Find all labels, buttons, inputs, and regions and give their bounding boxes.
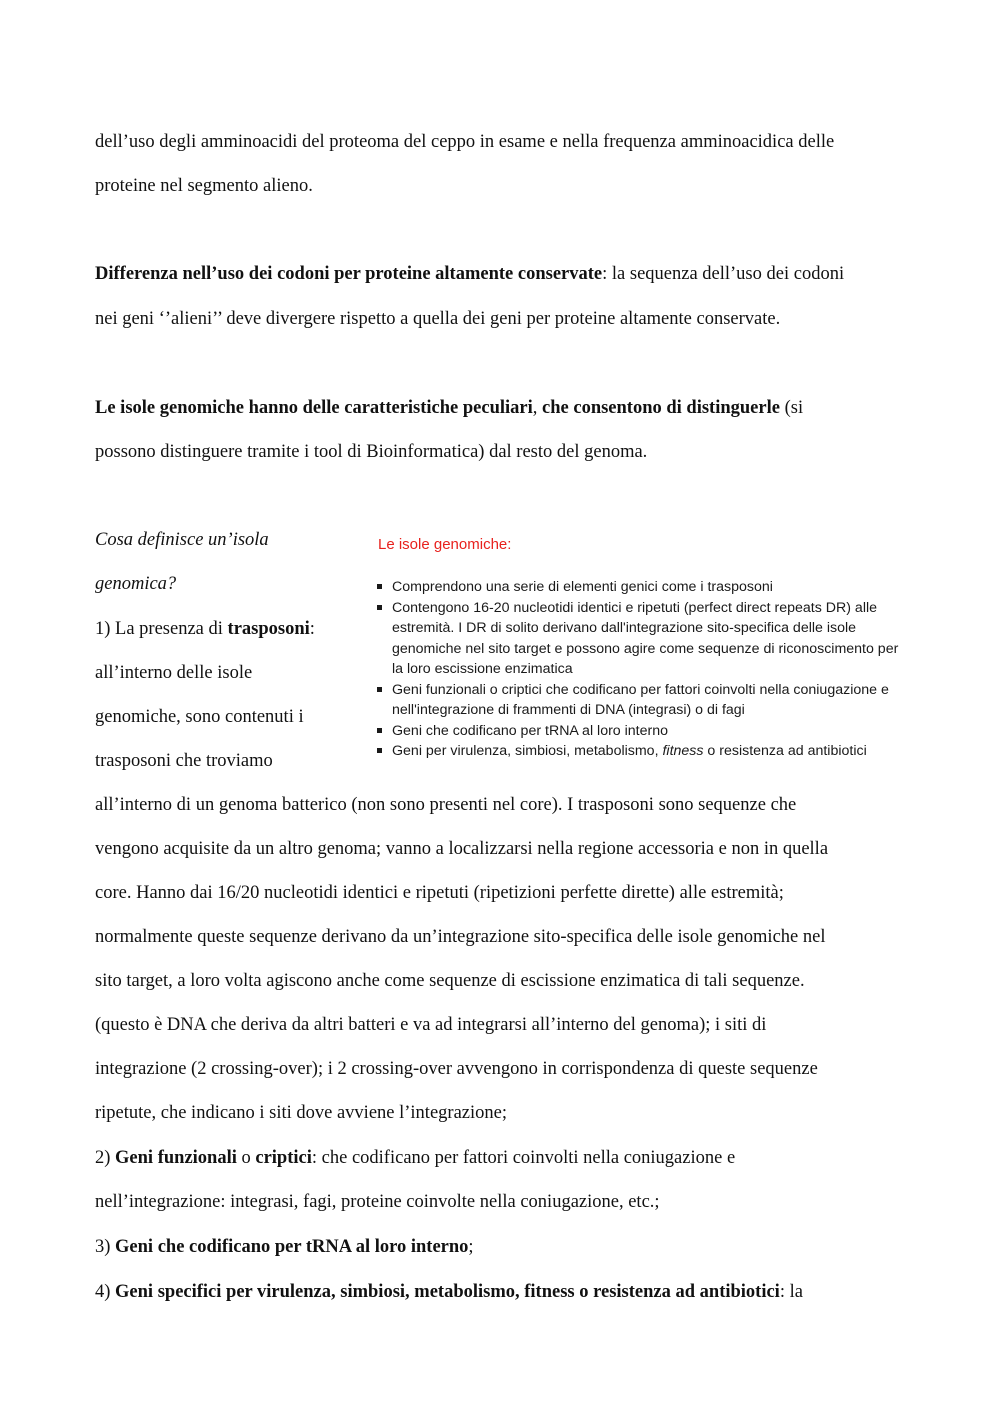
list-item-2 <box>95 1146 735 1170</box>
paragraph-line: nei geni ‘’alieni’’ deve divergere rispetto a quella dei geni per proteine altamente conservate. <box>95 309 781 329</box>
bold-term: Differenza nell’uso dei codoni per proteine altamente conservate <box>95 264 603 284</box>
text-span: ; <box>468 1237 474 1257</box>
text-span: 4) <box>95 1282 116 1302</box>
text-span: (si <box>779 398 804 418</box>
paragraph-line: (questo è DNA che deriva da altri batteri e va ad integrarsi all’interno del genoma); i siti di <box>95 1015 767 1035</box>
paragraph-line: vengono acquisite da un altro genoma; vanno a localizzarsi nella regione accessoria e non in quella <box>95 839 829 859</box>
bold-term: Geni che codificano per tRNA al loro interno <box>115 1237 469 1257</box>
list-item <box>376 577 906 598</box>
text-span: : <box>309 619 315 639</box>
list-item <box>376 741 906 762</box>
paragraph-line: trasposoni che troviamo <box>95 751 273 771</box>
square-bullet-icon <box>377 728 382 733</box>
text-span: o <box>236 1148 256 1168</box>
paragraph-line: ripetute, che indicano i siti dove avviene l’integrazione; <box>95 1103 507 1123</box>
bold-term: criptici <box>255 1148 312 1168</box>
bold-term: Le isole genomiche hanno delle caratteristiche peculiari <box>95 398 533 418</box>
list-item-3 <box>95 1235 474 1259</box>
question-line <box>95 528 269 552</box>
square-bullet-icon <box>377 748 382 753</box>
figure-bullet-list <box>376 577 906 762</box>
paragraph-line: sito target, a loro volta agiscono anche come sequenze di escissione enzimatica di tali sequenze. <box>95 971 805 991</box>
bold-term: trasposoni <box>227 619 310 639</box>
question-text: genomica? <box>95 574 177 594</box>
paragraph-line <box>95 262 844 286</box>
text-span: , <box>532 398 543 418</box>
paragraph-line: integrazione (2 crossing-over); i 2 crossing-over avvengono in corrispondenza di queste sequenze <box>95 1059 818 1079</box>
paragraph-line: possono distinguere tramite i tool di Bioinformatica) dal resto del genoma. <box>95 442 648 462</box>
paragraph-line: proteine nel segmento alieno. <box>95 176 313 196</box>
italic-term: fitness <box>662 743 704 759</box>
square-bullet-icon <box>377 605 382 610</box>
figure-title: Le isole genomiche: <box>378 536 512 553</box>
list-item <box>376 680 906 721</box>
text-span: o resistenza ad antibiotici <box>703 743 867 759</box>
text-span: 3) <box>95 1237 116 1257</box>
figure-line: estremità. I DR di solito derivano dall'integrazione sito-specifica delle isole <box>392 620 857 636</box>
paragraph-line: all’interno delle isole <box>95 663 253 683</box>
figure-line: Contengono 16-20 nucleotidi identici e ripetuti (perfect direct repeats DR) alle <box>392 599 878 616</box>
bold-term: che consentono di distinguerle <box>542 398 780 418</box>
paragraph-line: nell’integrazione: integrasi, fagi, proteine coinvolte nella coniugazione, etc.; <box>95 1192 660 1212</box>
list-item-4 <box>95 1280 803 1304</box>
text-span: : che codificano per fattori coinvolti nella coniugazione e <box>311 1148 736 1168</box>
question-text: Cosa definisce un’isola <box>95 530 269 550</box>
figure-line: Geni che codificano per tRNA al loro interno <box>392 722 669 739</box>
figure-line <box>392 741 906 762</box>
figure-line: Geni funzionali o criptici che codificano per fattori coinvolti nella coniugazione e <box>392 681 889 698</box>
question-line <box>95 572 176 596</box>
list-item <box>376 721 906 742</box>
text-span: Geni per virulenza, simbiosi, metabolismo, <box>392 743 663 759</box>
text-span: 1) La presenza di <box>95 619 228 639</box>
paragraph-line: normalmente queste sequenze derivano da un’integrazione sito-specifica delle isole genomiche nel <box>95 927 826 947</box>
paragraph-line: core. Hanno dai 16/20 nucleotidi identici e ripetuti (ripetizioni perfette dirette) alle estremità; <box>95 883 784 903</box>
paragraph-line: all’interno di un genoma batterico (non sono presenti nel core). I trasposoni sono sequenze che <box>95 795 797 815</box>
square-bullet-icon <box>377 687 382 692</box>
figure-line: genomiche nel sito target e possono agire come sequenze di riconoscimento per <box>392 640 899 657</box>
bold-term: Geni funzionali <box>115 1148 237 1168</box>
list-item-1 <box>95 617 315 641</box>
text-span: 2) <box>95 1148 116 1168</box>
paragraph-line: genomiche, sono contenuti i <box>95 707 304 727</box>
text-span: : la sequenza dell’uso dei codoni <box>602 264 845 284</box>
figure-line: Comprendono una serie di elementi genici come i trasposoni <box>392 579 773 595</box>
figure-genomic-islands <box>376 535 906 765</box>
figure-line: nell'integrazione di frammenti di DNA (integrasi) o di fagi <box>392 702 745 718</box>
text-span: : la <box>779 1282 803 1302</box>
list-item <box>376 598 906 680</box>
paragraph-line <box>95 396 803 420</box>
bold-term: Geni specifici per virulenza, simbiosi, metabolismo, fitness o resistenza ad antibiotici <box>115 1282 780 1302</box>
paragraph-line: dell’uso degli amminoacidi del proteoma del ceppo in esame e nella frequenza amminoacidica delle <box>95 132 835 152</box>
figure-line: la loro escissione enzimatica <box>392 661 573 677</box>
square-bullet-icon <box>377 584 382 589</box>
